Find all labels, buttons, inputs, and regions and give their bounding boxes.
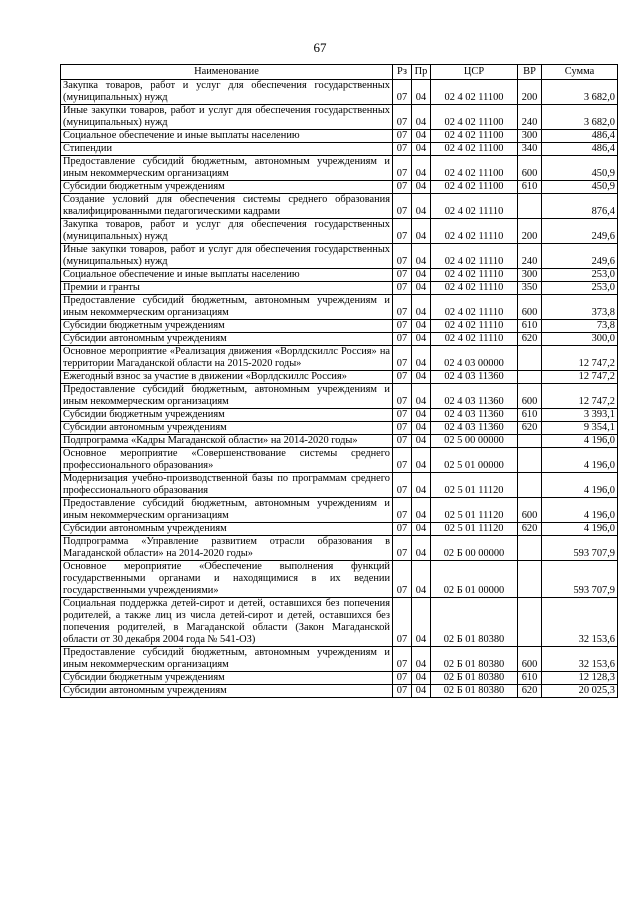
table-row: [61, 282, 618, 295]
cell-csr: 02 4 03 11360: [431, 371, 518, 384]
cell-csr: 02 4 02 11110: [431, 333, 518, 346]
table-row: [61, 219, 618, 244]
cell-sum: 876,4: [542, 194, 618, 219]
cell-pr: 04: [412, 672, 431, 685]
cell-name: Стипендии: [61, 143, 393, 156]
table-row: [61, 647, 618, 672]
cell-pr: 04: [412, 448, 431, 473]
cell-vr: 600: [518, 647, 542, 672]
cell-csr: 02 4 02 11110: [431, 320, 518, 333]
cell-vr: 240: [518, 105, 542, 130]
cell-name: Премии и гранты: [61, 282, 393, 295]
cell-name: Субсидии бюджетным учреждениям: [61, 181, 393, 194]
cell-sum: 4 196,0: [542, 448, 618, 473]
table-row: [61, 422, 618, 435]
cell-csr: 02 4 02 11100: [431, 105, 518, 130]
cell-sum: 20 025,3: [542, 685, 618, 698]
cell-pr: 04: [412, 384, 431, 409]
cell-csr: 02 Б 00 00000: [431, 536, 518, 561]
cell-vr: 240: [518, 244, 542, 269]
cell-rz: 07: [393, 536, 412, 561]
cell-name: Субсидии бюджетным учреждениям: [61, 409, 393, 422]
cell-pr: 04: [412, 409, 431, 422]
cell-pr: 04: [412, 269, 431, 282]
cell-csr: 02 4 02 11100: [431, 80, 518, 105]
table-row: [61, 320, 618, 333]
cell-pr: 04: [412, 130, 431, 143]
cell-csr: 02 4 02 11110: [431, 244, 518, 269]
cell-pr: 04: [412, 194, 431, 219]
cell-name: Создание условий для обеспечения системы среднего образования квалифицированными педагогическими кадрами: [61, 194, 393, 219]
table-row: [61, 561, 618, 598]
header-name: Наименование: [61, 65, 393, 80]
cell-sum: 593 707,9: [542, 561, 618, 598]
cell-vr: 620: [518, 685, 542, 698]
cell-csr: 02 4 02 11100: [431, 181, 518, 194]
cell-sum: 73,8: [542, 320, 618, 333]
cell-vr: 350: [518, 282, 542, 295]
cell-pr: 04: [412, 333, 431, 346]
cell-csr: 02 4 03 11360: [431, 422, 518, 435]
cell-csr: 02 4 02 11110: [431, 295, 518, 320]
cell-pr: 04: [412, 498, 431, 523]
cell-name: Закупка товаров, работ и услуг для обеспечения государственных (муниципальных) нужд: [61, 80, 393, 105]
cell-sum: 32 153,6: [542, 598, 618, 647]
cell-pr: 04: [412, 295, 431, 320]
cell-vr: [518, 561, 542, 598]
cell-name: Подпрограмма «Управление развитием отрасли образования в Магаданской области» на 2014-2020 годы»: [61, 536, 393, 561]
cell-sum: 486,4: [542, 143, 618, 156]
cell-sum: 3 393,1: [542, 409, 618, 422]
cell-pr: 04: [412, 80, 431, 105]
cell-vr: 600: [518, 498, 542, 523]
cell-name: Предоставление субсидий бюджетным, автономным учреждениям и иным некоммерческим организациям: [61, 647, 393, 672]
cell-rz: 07: [393, 282, 412, 295]
cell-csr: 02 4 03 11360: [431, 409, 518, 422]
cell-csr: 02 4 02 11100: [431, 130, 518, 143]
cell-rz: 07: [393, 384, 412, 409]
table-row: [61, 346, 618, 371]
cell-rz: 07: [393, 473, 412, 498]
table-row: [61, 105, 618, 130]
cell-csr: 02 4 02 11110: [431, 194, 518, 219]
table-row: [61, 523, 618, 536]
cell-pr: 04: [412, 523, 431, 536]
cell-pr: 04: [412, 105, 431, 130]
header-pr: Пр: [412, 65, 431, 80]
cell-sum: 450,9: [542, 156, 618, 181]
cell-name: Иные закупки товаров, работ и услуг для обеспечения государственных (муниципальных) нужд: [61, 244, 393, 269]
cell-sum: 486,4: [542, 130, 618, 143]
cell-pr: 04: [412, 156, 431, 181]
cell-pr: 04: [412, 561, 431, 598]
cell-rz: 07: [393, 422, 412, 435]
cell-vr: 600: [518, 295, 542, 320]
cell-name: Предоставление субсидий бюджетным, автономным учреждениям и иным некоммерческим организациям: [61, 498, 393, 523]
cell-csr: 02 5 01 00000: [431, 448, 518, 473]
cell-csr: 02 Б 01 80380: [431, 672, 518, 685]
page-number: 67: [313, 40, 327, 55]
cell-sum: 450,9: [542, 181, 618, 194]
table-row: [61, 473, 618, 498]
cell-sum: 253,0: [542, 269, 618, 282]
cell-rz: 07: [393, 685, 412, 698]
cell-pr: 04: [412, 320, 431, 333]
cell-sum: 253,0: [542, 282, 618, 295]
cell-sum: 12 747,2: [542, 371, 618, 384]
cell-csr: 02 4 02 11100: [431, 143, 518, 156]
table-row: [61, 143, 618, 156]
table-row: [61, 409, 618, 422]
cell-vr: 600: [518, 156, 542, 181]
cell-sum: 373,8: [542, 295, 618, 320]
header-sum: Сумма: [542, 65, 618, 80]
cell-sum: 3 682,0: [542, 80, 618, 105]
cell-pr: 04: [412, 181, 431, 194]
cell-vr: 610: [518, 672, 542, 685]
cell-name: Субсидии бюджетным учреждениям: [61, 672, 393, 685]
cell-csr: 02 Б 01 80380: [431, 598, 518, 647]
budget-table: [60, 64, 618, 698]
table-row: [61, 295, 618, 320]
cell-sum: 4 196,0: [542, 435, 618, 448]
table-row: [61, 194, 618, 219]
cell-vr: 610: [518, 409, 542, 422]
cell-name: Предоставление субсидий бюджетным, автономным учреждениям и иным некоммерческим организациям: [61, 295, 393, 320]
cell-sum: 12 747,2: [542, 384, 618, 409]
cell-vr: [518, 194, 542, 219]
cell-vr: 300: [518, 130, 542, 143]
cell-sum: 4 196,0: [542, 498, 618, 523]
cell-vr: [518, 448, 542, 473]
cell-rz: 07: [393, 448, 412, 473]
cell-csr: 02 5 01 11120: [431, 498, 518, 523]
table-row: [61, 498, 618, 523]
cell-pr: 04: [412, 282, 431, 295]
cell-rz: 07: [393, 80, 412, 105]
cell-vr: [518, 536, 542, 561]
cell-vr: 610: [518, 320, 542, 333]
cell-sum: 9 354,1: [542, 422, 618, 435]
cell-name: Закупка товаров, работ и услуг для обеспечения государственных (муниципальных) нужд: [61, 219, 393, 244]
cell-rz: 07: [393, 561, 412, 598]
cell-vr: 600: [518, 384, 542, 409]
cell-csr: 02 4 02 11110: [431, 282, 518, 295]
cell-name: Предоставление субсидий бюджетным, автономным учреждениям и иным некоммерческим организациям: [61, 156, 393, 181]
cell-rz: 07: [393, 598, 412, 647]
table-row: [61, 244, 618, 269]
table-row: [61, 333, 618, 346]
cell-name: Социальное обеспечение и иные выплаты населению: [61, 269, 393, 282]
cell-rz: 07: [393, 143, 412, 156]
cell-sum: 12 128,3: [542, 672, 618, 685]
cell-csr: 02 Б 01 00000: [431, 561, 518, 598]
cell-rz: 07: [393, 371, 412, 384]
table-row: [61, 598, 618, 647]
cell-pr: 04: [412, 647, 431, 672]
table-row: [61, 435, 618, 448]
header-vr: ВР: [518, 65, 542, 80]
cell-pr: 04: [412, 536, 431, 561]
cell-name: Иные закупки товаров, работ и услуг для обеспечения государственных (муниципальных) нужд: [61, 105, 393, 130]
cell-pr: 04: [412, 244, 431, 269]
cell-sum: 593 707,9: [542, 536, 618, 561]
cell-sum: 4 196,0: [542, 473, 618, 498]
header-rz: Рз: [393, 65, 412, 80]
cell-vr: 200: [518, 219, 542, 244]
table-row: [61, 536, 618, 561]
cell-rz: 07: [393, 346, 412, 371]
cell-csr: 02 Б 01 80380: [431, 647, 518, 672]
cell-name: Субсидии автономным учреждениям: [61, 422, 393, 435]
cell-name: Социальная поддержка детей-сирот и детей, оставшихся без попечения родителей, а также лиц из числа детей-сирот и детей, оставшихся без попечения родителей, в Магаданской области (Закон Магаданской области от 30 декабря 2004 года № 541-ОЗ): [61, 598, 393, 647]
cell-vr: 610: [518, 181, 542, 194]
cell-vr: 620: [518, 422, 542, 435]
cell-name: Модернизация учебно-производственной базы по программам среднего профессионального образования: [61, 473, 393, 498]
cell-name: Социальное обеспечение и иные выплаты населению: [61, 130, 393, 143]
table-row: [61, 156, 618, 181]
cell-pr: 04: [412, 143, 431, 156]
table-row: [61, 269, 618, 282]
cell-name: Основное мероприятие «Реализация движения «Ворлдскиллс Россия» на территории Магаданской области на 2015-2020 годы»: [61, 346, 393, 371]
cell-name: Подпрограмма «Кадры Магаданской области» на 2014-2020 годы»: [61, 435, 393, 448]
table-header-row: [61, 65, 618, 80]
table-row: [61, 130, 618, 143]
cell-pr: 04: [412, 346, 431, 371]
cell-csr: 02 4 03 00000: [431, 346, 518, 371]
cell-sum: 3 682,0: [542, 105, 618, 130]
cell-name: Основное мероприятие «Совершенствование системы среднего профессионального образования»: [61, 448, 393, 473]
cell-pr: 04: [412, 371, 431, 384]
table-row: [61, 80, 618, 105]
cell-csr: 02 4 03 11360: [431, 384, 518, 409]
cell-rz: 07: [393, 244, 412, 269]
cell-csr: 02 5 00 00000: [431, 435, 518, 448]
cell-csr: 02 4 02 11110: [431, 269, 518, 282]
cell-csr: 02 4 02 11100: [431, 156, 518, 181]
cell-sum: 12 747,2: [542, 346, 618, 371]
cell-name: Субсидии бюджетным учреждениям: [61, 320, 393, 333]
cell-name: Субсидии автономным учреждениям: [61, 685, 393, 698]
cell-vr: 300: [518, 269, 542, 282]
table-row: [61, 384, 618, 409]
table-row: [61, 672, 618, 685]
cell-vr: [518, 473, 542, 498]
cell-csr: 02 4 02 11110: [431, 219, 518, 244]
table-row: [61, 371, 618, 384]
cell-rz: 07: [393, 156, 412, 181]
cell-rz: 07: [393, 194, 412, 219]
cell-rz: 07: [393, 647, 412, 672]
cell-pr: 04: [412, 473, 431, 498]
cell-pr: 04: [412, 435, 431, 448]
cell-vr: [518, 435, 542, 448]
cell-sum: 4 196,0: [542, 523, 618, 536]
cell-vr: [518, 371, 542, 384]
cell-rz: 07: [393, 498, 412, 523]
table-row: [61, 181, 618, 194]
cell-pr: 04: [412, 685, 431, 698]
header-csr: ЦСР: [431, 65, 518, 80]
cell-rz: 07: [393, 105, 412, 130]
cell-sum: 32 153,6: [542, 647, 618, 672]
cell-rz: 07: [393, 181, 412, 194]
cell-name: Ежегодный взнос за участие в движении «Ворлдскиллс Россия»: [61, 371, 393, 384]
cell-rz: 07: [393, 409, 412, 422]
cell-pr: 04: [412, 422, 431, 435]
cell-vr: 200: [518, 80, 542, 105]
cell-rz: 07: [393, 672, 412, 685]
cell-rz: 07: [393, 295, 412, 320]
cell-sum: 249,6: [542, 219, 618, 244]
table-row: [61, 448, 618, 473]
cell-csr: 02 Б 01 80380: [431, 685, 518, 698]
cell-vr: 340: [518, 143, 542, 156]
cell-vr: [518, 346, 542, 371]
cell-rz: 07: [393, 435, 412, 448]
cell-name: Субсидии автономным учреждениям: [61, 333, 393, 346]
cell-rz: 07: [393, 130, 412, 143]
cell-rz: 07: [393, 269, 412, 282]
cell-csr: 02 5 01 11120: [431, 473, 518, 498]
cell-vr: [518, 598, 542, 647]
cell-vr: 620: [518, 523, 542, 536]
cell-rz: 07: [393, 333, 412, 346]
cell-name: Субсидии автономным учреждениям: [61, 523, 393, 536]
cell-sum: 300,0: [542, 333, 618, 346]
cell-rz: 07: [393, 320, 412, 333]
cell-rz: 07: [393, 523, 412, 536]
cell-pr: 04: [412, 219, 431, 244]
cell-vr: 620: [518, 333, 542, 346]
cell-name: Предоставление субсидий бюджетным, автономным учреждениям и иным некоммерческим организациям: [61, 384, 393, 409]
cell-pr: 04: [412, 598, 431, 647]
table-row: [61, 685, 618, 698]
cell-csr: 02 5 01 11120: [431, 523, 518, 536]
cell-sum: 249,6: [542, 244, 618, 269]
cell-name: Основное мероприятие «Обеспечение выполнения функций государственными органами и находящимися в их ведении государственными учреждениями»: [61, 561, 393, 598]
table-body: [61, 80, 618, 698]
cell-rz: 07: [393, 219, 412, 244]
